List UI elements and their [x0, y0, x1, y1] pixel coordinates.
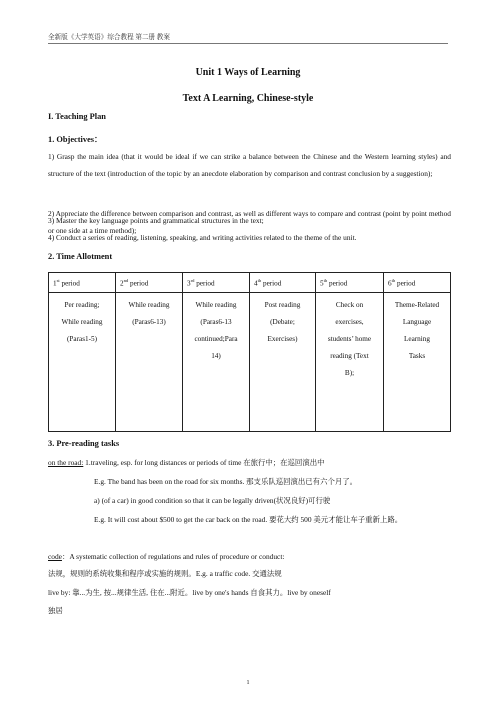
- on-the-road-entry: on the road: 1.traveling, esp. for long distances or periods of time 在旅行中；在巡回演出中: [48, 458, 325, 467]
- period-header-6: 6th period: [384, 273, 450, 293]
- code-term: code: [48, 552, 62, 561]
- objective-2: 2) Appreciate the difference between comparison and contrast, as well as different ways to compare and contrast (point by point method or one side at a time method);: [48, 209, 451, 235]
- period-content-1: Per reading; While reading (Paras1-5): [49, 293, 116, 431]
- period-content-2: While reading (Paras6-13): [116, 293, 183, 431]
- code-chinese: 法规，规则的系统收集和程序或实施的规则。E.g. a traffic code. 交通法规: [48, 569, 282, 578]
- objective-1: 1) Grasp the main idea (that it would be ideal if we can strike a balance between the Chinese and the Western learning styles) and structure of the text (introduction of the topic by an anecdote elaboration by comparison and contrast conclusion by a suggestion);: [48, 152, 451, 178]
- unit-title: Unit 1 Ways of Learning: [195, 67, 301, 78]
- period-content-3: While reading (Paras6-13 continued;Para 14): [183, 293, 250, 431]
- period-content-6: Theme-Related Language Learning Tasks: [394, 301, 440, 360]
- page-header: 全新版《大学英语》综合教程 第二册 教案: [48, 34, 170, 41]
- period-header-2: 2nd period: [116, 273, 183, 293]
- page-number: 1: [246, 680, 250, 686]
- period-header-1: 1st period: [49, 273, 116, 293]
- objectives-heading: 1. Objectives：: [48, 135, 103, 144]
- objective-4: 4) Conduct a series of reading, listening, speaking, and writing activities related to the theme of the unit.: [48, 233, 357, 242]
- header-rule: [48, 43, 448, 44]
- example-1: E.g. The band has been on the road for six months. 那支乐队巡回演出已有六个月了。: [94, 477, 358, 486]
- example-2: E.g. It will cost about $500 to get the car back on the road. 要花大约 500 美元才能让车子重新上路。: [94, 515, 403, 524]
- prereading-heading: 3. Pre-reading tasks: [48, 439, 120, 448]
- time-allotment-heading: 2. Time Allotment: [48, 252, 113, 261]
- text-title: Text A Learning, Chinese-style: [182, 93, 314, 104]
- live-by-chinese: 独居: [48, 606, 63, 615]
- objective-3: 3) Master the key language points and grammatical structures in the text;: [48, 216, 264, 225]
- period-header-5: 5th period: [316, 273, 384, 293]
- period-header-3: 3rd period: [183, 273, 250, 293]
- definition-a: a) (of a car) in good condition so that it can be legally driven(状况良好)可行驶: [94, 496, 331, 505]
- period-content-5: Check on exercises, students’ home reading (Text B);: [316, 293, 384, 431]
- on-the-road-term: on the road:: [48, 458, 84, 467]
- teaching-plan-heading: I. Teaching Plan: [48, 112, 106, 121]
- period-content-4: Post reading (Debate; Exercises): [250, 293, 316, 431]
- live-by-entry: live by: 靠...为生, 按...规律生活, 住在...附近。live by one's hands 自食其力。live by oneself: [48, 588, 331, 597]
- period-header-4: 4th period: [250, 273, 316, 293]
- code-entry: code：A systematic collection of regulations and rules of procedure or conduct:: [48, 552, 285, 561]
- time-allotment-table: [48, 272, 451, 432]
